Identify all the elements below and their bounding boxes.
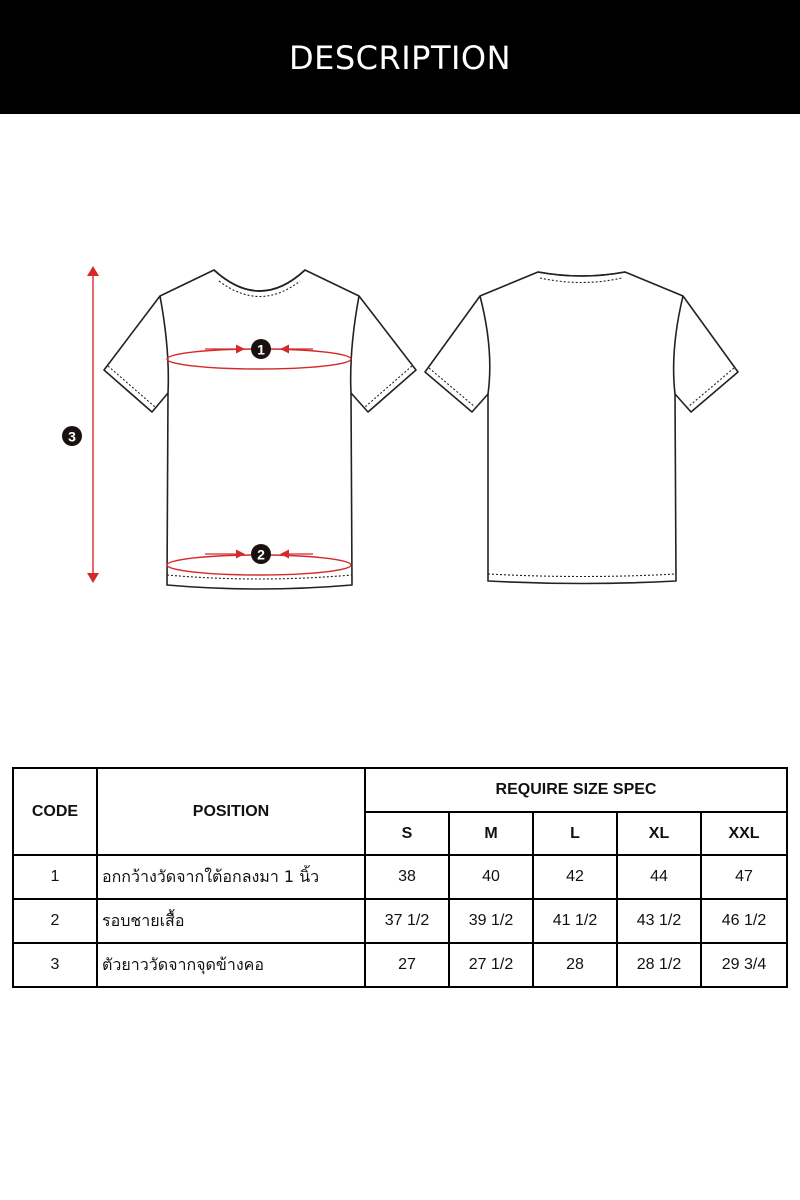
marker-1-label: 1 bbox=[257, 341, 265, 358]
row-code: 1 bbox=[13, 855, 97, 899]
tshirt-diagram bbox=[0, 114, 800, 734]
marker-3-label: 3 bbox=[68, 428, 76, 445]
row-value: 43 1/2 bbox=[617, 899, 701, 943]
front-tshirt bbox=[104, 270, 416, 589]
row-position: อกกว้างวัดจากใต้อกลงมา 1 นิ้ว bbox=[97, 855, 365, 899]
size-header-xl: XL bbox=[617, 812, 701, 855]
row-value: 38 bbox=[365, 855, 449, 899]
size-spec-table bbox=[12, 767, 788, 988]
table-row bbox=[13, 899, 787, 943]
row-value: 46 1/2 bbox=[701, 899, 787, 943]
row-value: 47 bbox=[701, 855, 787, 899]
row-value: 29 3/4 bbox=[701, 943, 787, 987]
row-value: 28 bbox=[533, 943, 617, 987]
size-header-l: L bbox=[533, 812, 617, 855]
row-position: ตัวยาววัดจากจุดข้างคอ bbox=[97, 943, 365, 987]
header-bar bbox=[0, 0, 800, 114]
row-position: รอบชายเสื้อ bbox=[97, 899, 365, 943]
row-value: 28 1/2 bbox=[617, 943, 701, 987]
row-value: 27 bbox=[365, 943, 449, 987]
position-header: POSITION bbox=[97, 768, 365, 855]
row-code: 2 bbox=[13, 899, 97, 943]
row-value: 42 bbox=[533, 855, 617, 899]
size-header-xxl: XXL bbox=[701, 812, 787, 855]
code-header: CODE bbox=[13, 768, 97, 855]
row-value: 39 1/2 bbox=[449, 899, 533, 943]
row-code: 3 bbox=[13, 943, 97, 987]
size-header-s: S bbox=[365, 812, 449, 855]
length-measure bbox=[62, 266, 99, 583]
row-value: 40 bbox=[449, 855, 533, 899]
row-value: 27 1/2 bbox=[449, 943, 533, 987]
marker-2-label: 2 bbox=[257, 546, 265, 563]
spec-header: REQUIRE SIZE SPEC bbox=[365, 768, 787, 812]
size-header-m: M bbox=[449, 812, 533, 855]
back-tshirt bbox=[425, 272, 738, 584]
table-row bbox=[13, 855, 787, 899]
row-value: 44 bbox=[617, 855, 701, 899]
row-value: 41 1/2 bbox=[533, 899, 617, 943]
row-value: 37 1/2 bbox=[365, 899, 449, 943]
table-row bbox=[13, 943, 787, 987]
page-title: DESCRIPTION bbox=[288, 39, 512, 77]
